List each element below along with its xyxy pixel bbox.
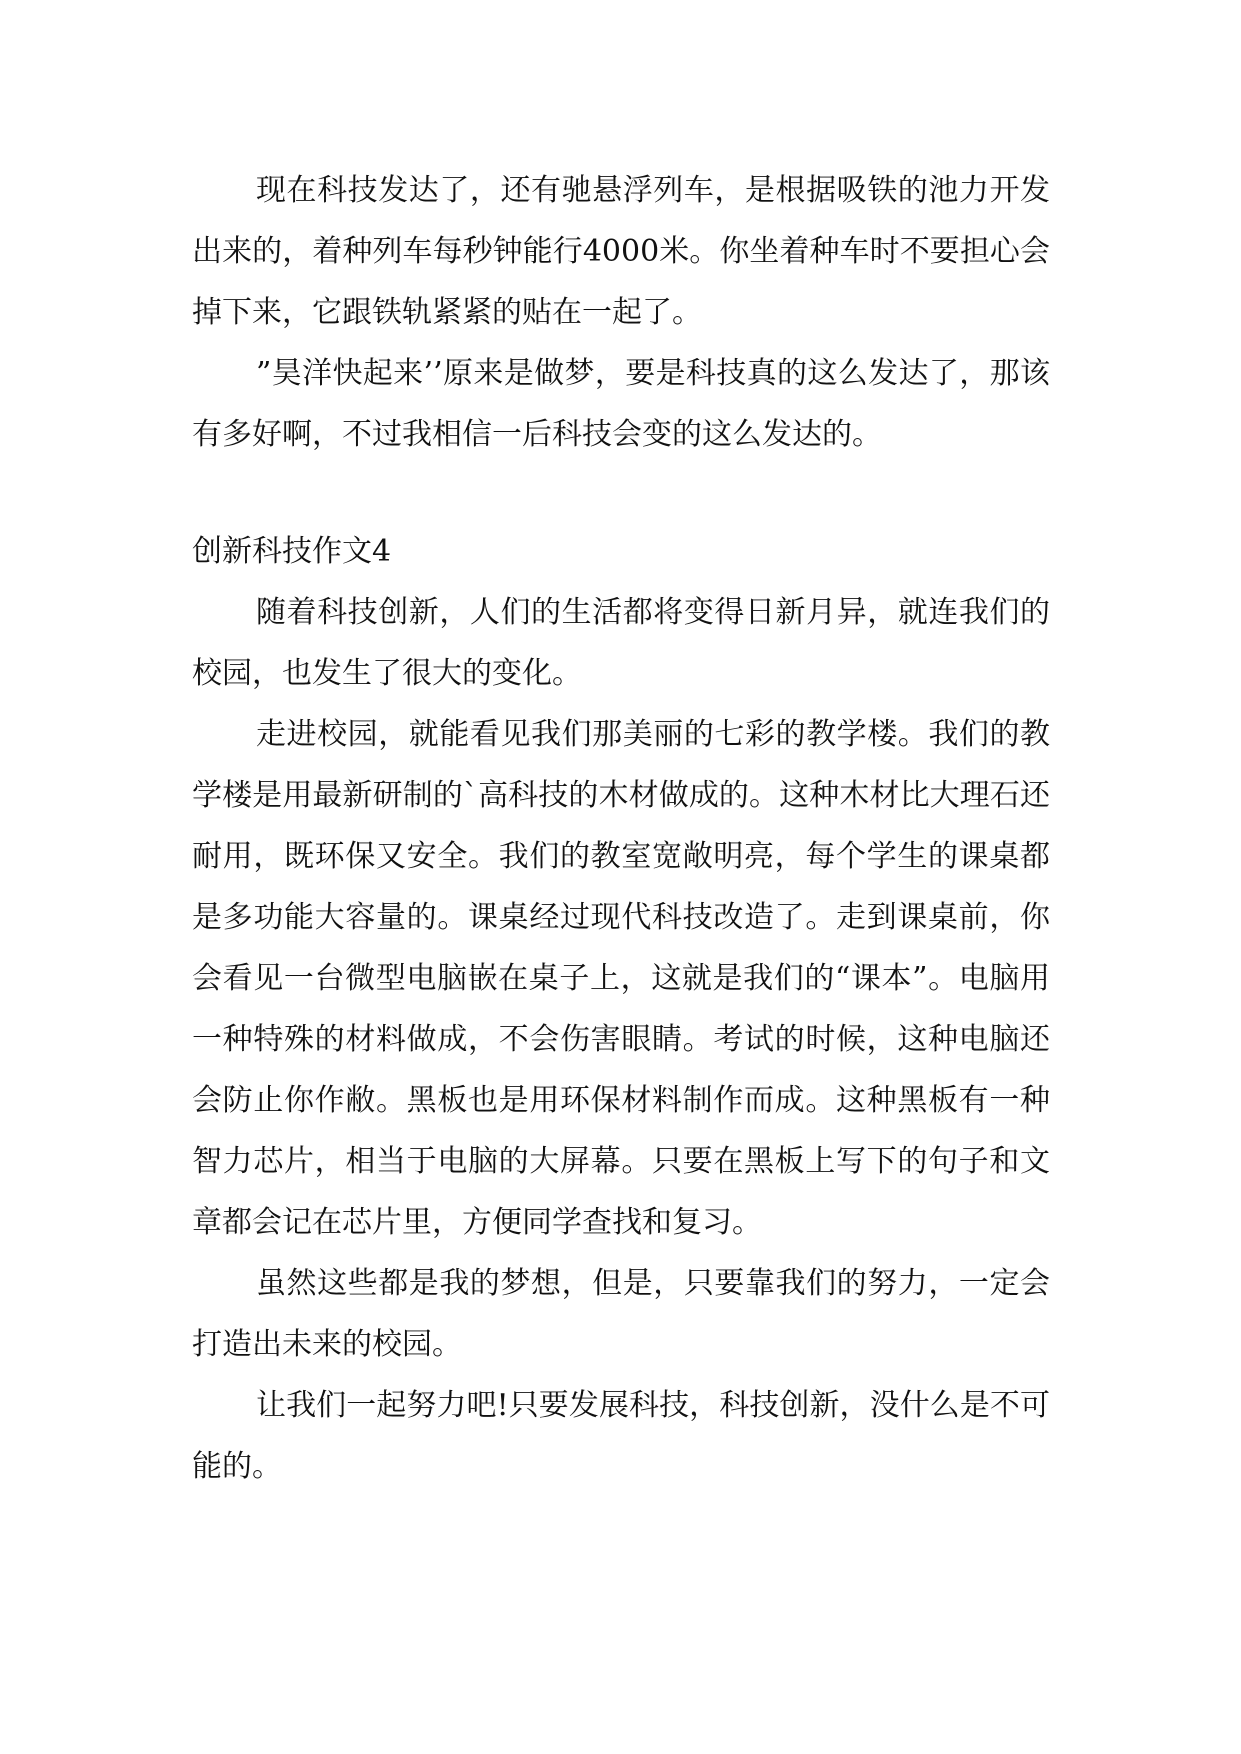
document-page	[192, 160, 1050, 1497]
paragraph-conclusion: 让我们一起努力吧!只要发展科技，科技创新，没什么是不可能的。	[192, 1388, 1050, 1484]
paragraph-campus: 走进校园，就能看见我们那美丽的七彩的教学楼。我们的教学楼是用最新研制的`高科技的木材做成的。这种木材比大理石还耐用，既环保又安全。我们的教室宽敞明亮，每个学生的课桌都是多功能大容量的。课桌经过现代科技改造了。走到课桌前，你会看见一台微型电脑嵌在桌子上，这就是我们的“课本”。电脑用一种特殊的材料做成，不会伤害眼睛。考试的时候，这种电脑还会防止你作敝。黑板也是用环保材料制作而成。这种黑板有一种智力芯片，相当于电脑的大屏幕。只要在黑板上写下的句子和文章都会记在芯片里，方便同学查找和复习。	[192, 717, 1050, 1240]
paragraph-dream: ”昊洋快起来’’原来是做梦，要是科技真的这么发达了，那该有多好啊，不过我相信一后科技会变的这么发达的。	[192, 356, 1050, 452]
paragraph-maglev-train: 现在科技发达了，还有驰悬浮列车，是根据吸铁的池力开发出来的，着种列车每秒钟能行4000米。你坐着种车时不要担心会掉下来，它跟铁轨紧紧的贴在一起了。	[192, 173, 1050, 330]
section-title: 创新科技作文4	[192, 534, 392, 569]
paragraph-intro: 随着科技创新，人们的生活都将变得日新月异，就连我们的校园，也发生了很大的变化。	[192, 595, 1050, 691]
paragraph-dream-campus: 虽然这些都是我的梦想，但是，只要靠我们的努力，一定会打造出未来的校园。	[192, 1266, 1050, 1362]
